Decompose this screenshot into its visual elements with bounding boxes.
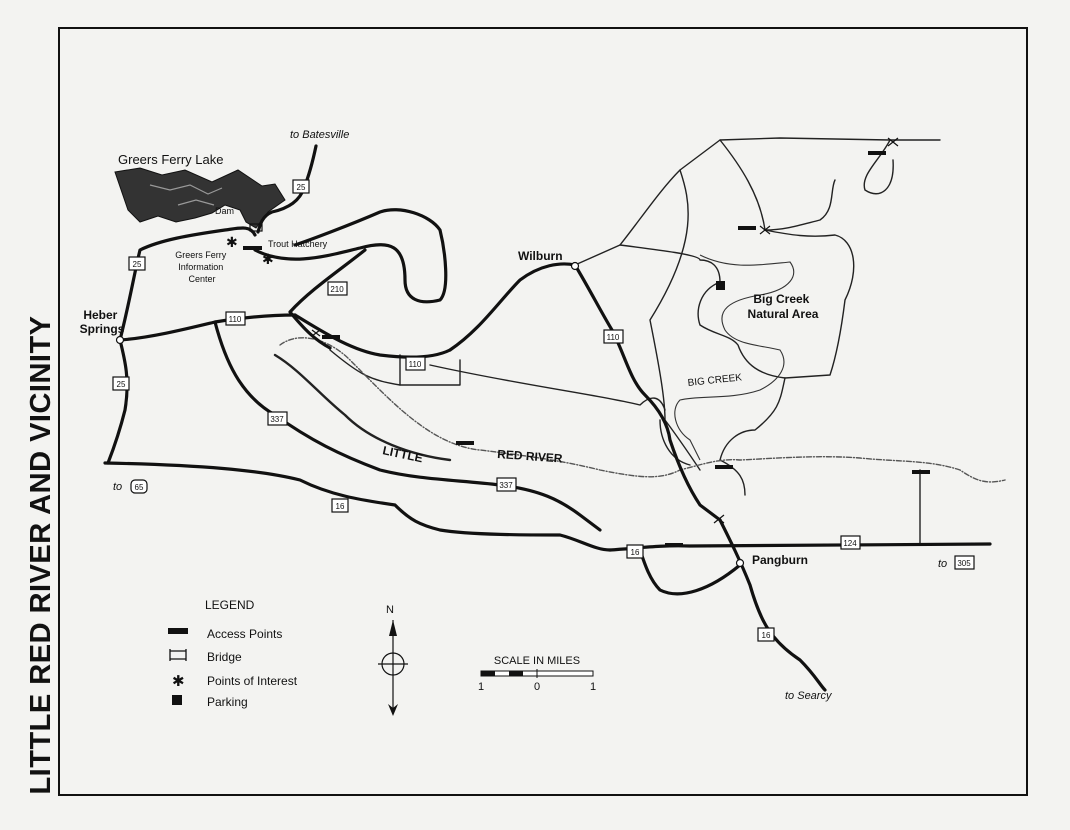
label-pangburn: Pangburn	[752, 553, 808, 567]
route-shield	[627, 545, 643, 558]
heber-springs-dot	[117, 337, 124, 344]
svg-text:16: 16	[761, 631, 771, 640]
svg-text:337: 337	[270, 415, 284, 424]
point-of-interest-icon: ✱	[226, 234, 238, 250]
scale-title: SCALE IN MILES	[493, 655, 581, 667]
access-point-icon	[168, 628, 188, 634]
scale-right: 1	[589, 681, 597, 693]
access-point-icon	[715, 465, 733, 469]
label-trout-hatchery: Trout Hatchery	[268, 239, 328, 249]
compass-north-label: N	[386, 604, 394, 616]
label-greers-ferry-lake: Greers Ferry Lake	[118, 152, 224, 167]
bridges	[250, 138, 898, 523]
svg-text:25: 25	[132, 260, 142, 269]
svg-text:110: 110	[228, 315, 242, 324]
parking-icon	[716, 281, 725, 290]
map-title: LITTLE RED RIVER AND VICINITY	[25, 315, 57, 795]
label-heber-springs: Heber Springs	[79, 308, 125, 336]
label-to-65: to	[113, 481, 123, 493]
legend-item-label: Bridge	[207, 650, 242, 664]
access-points	[243, 151, 930, 547]
point-of-interest-icon: ✱	[172, 673, 185, 690]
route-shield	[332, 499, 348, 512]
pangburn-dot	[737, 560, 744, 567]
route-shield	[268, 412, 287, 425]
little-red-river	[280, 338, 1005, 482]
access-point-icon	[243, 246, 262, 250]
secondary-roads	[330, 138, 940, 545]
svg-text:124: 124	[843, 539, 857, 548]
legend-item-label: Access Points	[207, 627, 283, 641]
legend-item-label: Parking	[207, 695, 248, 709]
label-big-creek-natural-area: Big Creek Natural Area	[747, 292, 819, 321]
big-creek-stream	[675, 255, 794, 460]
svg-text:16: 16	[630, 548, 640, 557]
label-red-river: RED RIVER	[496, 447, 563, 466]
route-shield	[955, 556, 974, 569]
label-little: LITTLE	[381, 443, 425, 466]
svg-text:110: 110	[408, 360, 422, 369]
scale-left: 1	[477, 681, 485, 693]
scale-bar	[478, 655, 596, 693]
access-point-icon	[912, 470, 930, 474]
route-shield	[758, 628, 774, 641]
svg-text:305: 305	[957, 559, 971, 568]
route-shield	[129, 257, 145, 270]
label-wilburn: Wilburn	[518, 249, 563, 263]
svg-text:65: 65	[134, 483, 144, 492]
points-of-interest	[226, 234, 274, 267]
route-shield	[113, 377, 129, 390]
scale-mid: 0	[533, 681, 541, 693]
svg-text:25: 25	[116, 380, 126, 389]
wilburn-dot	[572, 263, 579, 270]
route-shield	[841, 536, 860, 549]
map-frame	[59, 28, 1027, 795]
point-of-interest-icon: ✱	[262, 251, 274, 267]
legend-item-label: Points of Interest	[207, 674, 298, 688]
svg-text:110: 110	[606, 333, 620, 342]
access-point-icon	[738, 226, 756, 230]
svg-text:210: 210	[330, 285, 344, 294]
route-shield	[131, 480, 147, 493]
access-point-icon	[456, 441, 474, 445]
svg-text:25: 25	[296, 183, 306, 192]
label-info-center: Greers Ferry Information Center	[175, 250, 227, 284]
greers-ferry-lake	[115, 168, 285, 228]
label-to-searcy: to Searcy	[785, 690, 832, 702]
label-dam: Dam	[215, 206, 235, 216]
legend-title: LEGEND	[205, 598, 255, 612]
legend	[168, 598, 298, 709]
svg-text:337: 337	[499, 481, 513, 490]
bridge-icon	[312, 330, 320, 336]
route-shield	[406, 357, 425, 370]
access-point-icon	[868, 151, 886, 155]
bridge-icon	[170, 649, 186, 661]
route-shield	[226, 312, 245, 325]
route-shield	[604, 330, 623, 343]
route-shield	[293, 180, 309, 193]
access-point-icon	[665, 543, 683, 547]
label-to-batesville: to Batesville	[290, 129, 350, 141]
label-big-creek-stream: BIG CREEK	[687, 372, 743, 389]
route-shield	[328, 282, 347, 295]
label-to-305: to	[938, 558, 948, 570]
access-point-icon	[322, 335, 340, 339]
route-shield	[497, 478, 516, 491]
bridge-icon	[714, 515, 724, 523]
parking-icon	[172, 695, 182, 705]
svg-text:16: 16	[335, 502, 345, 511]
compass-rose	[378, 604, 408, 716]
